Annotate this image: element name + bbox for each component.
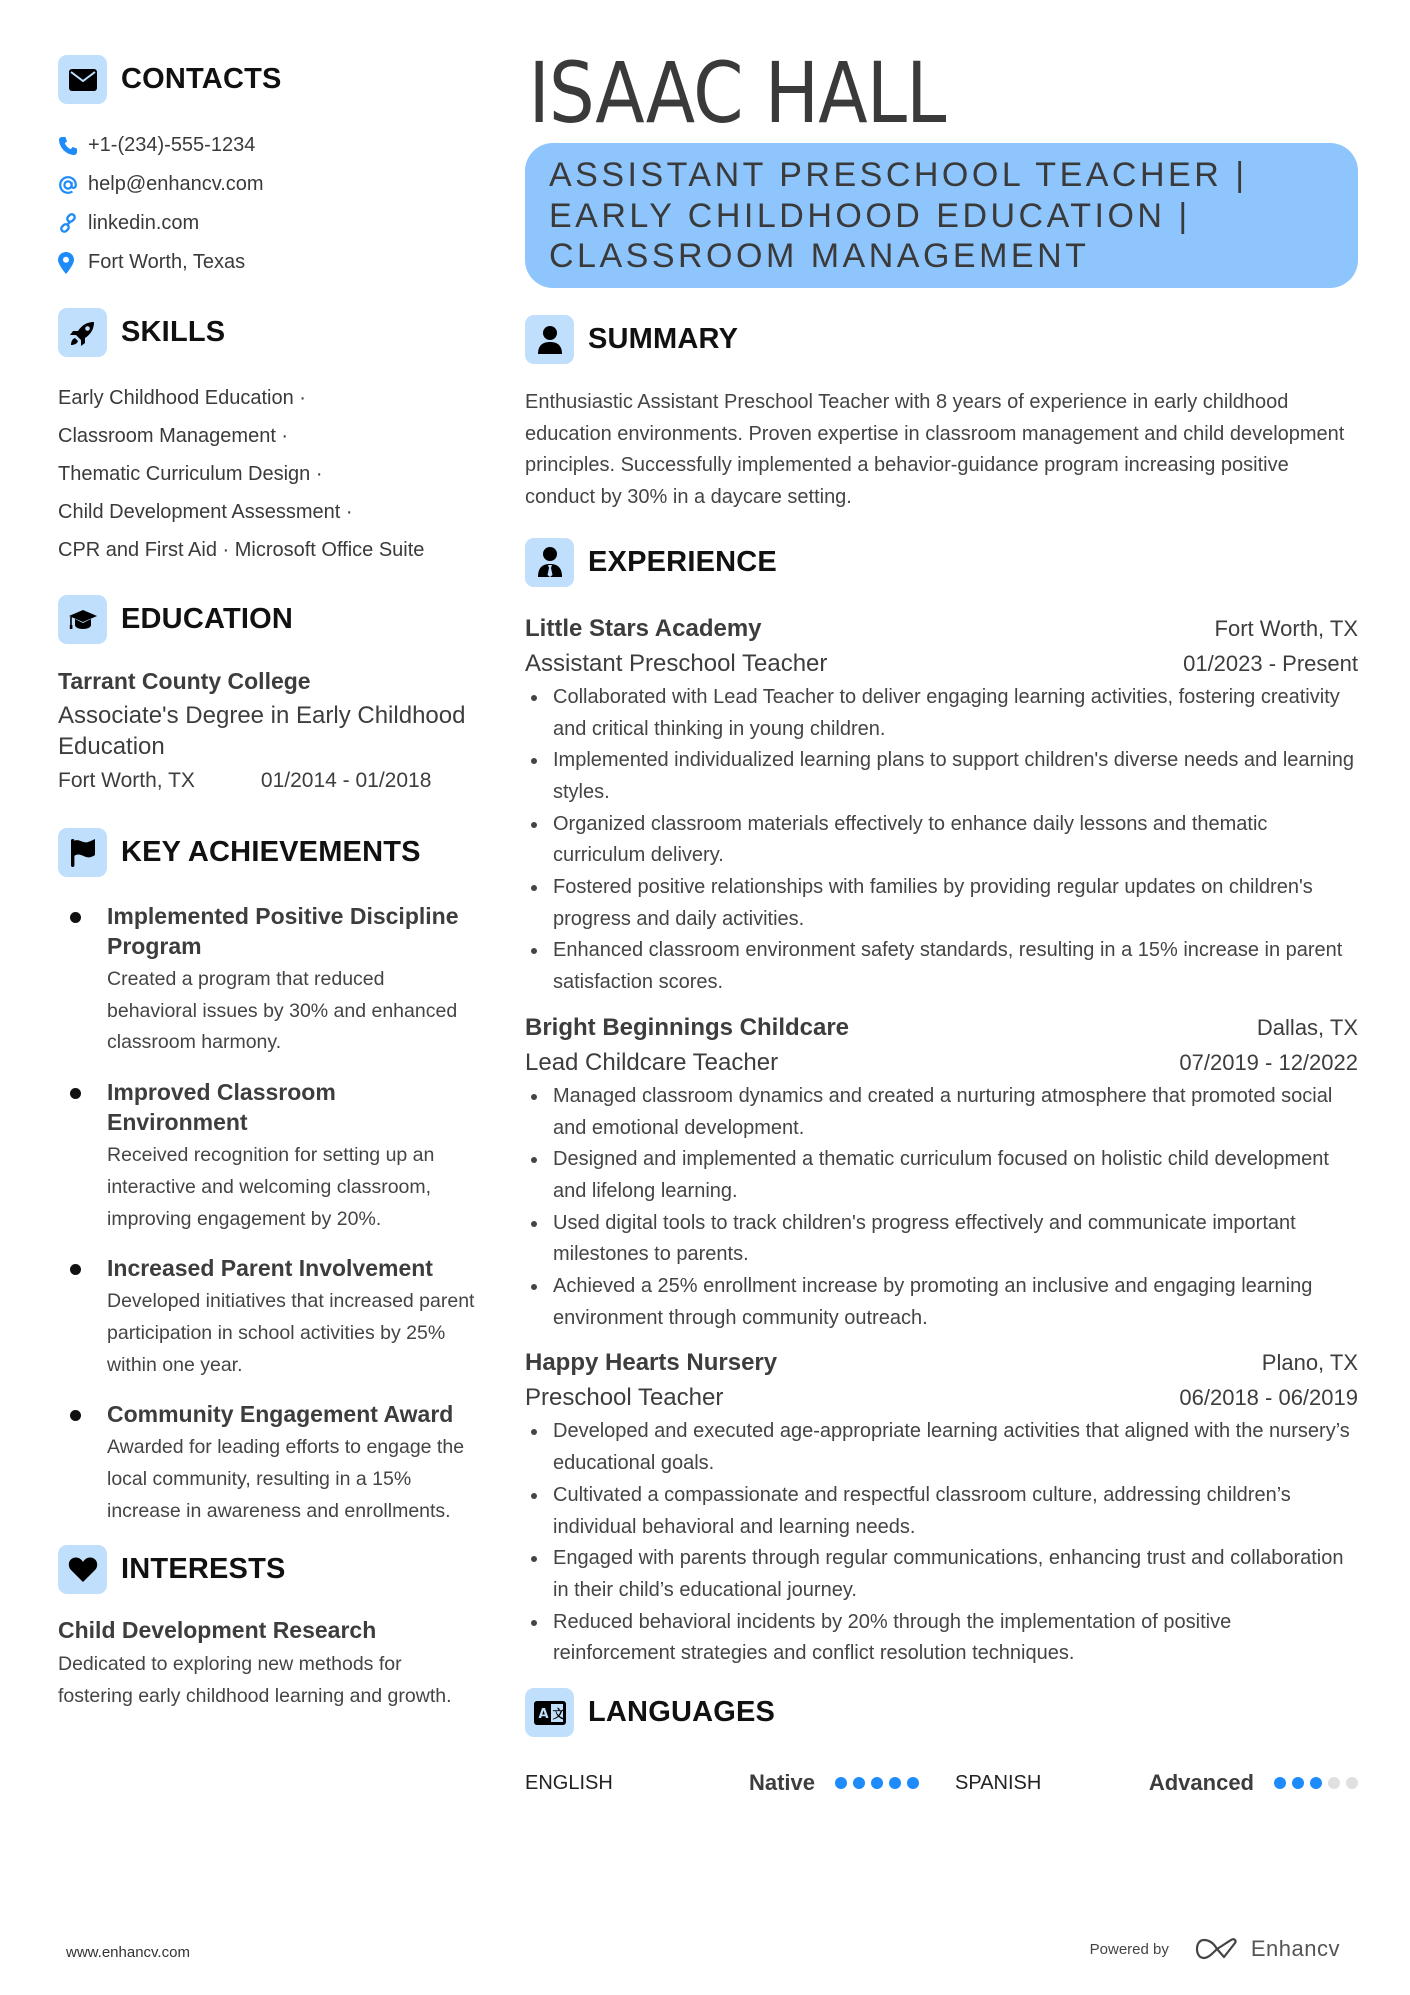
company-name: Happy Hearts Nursery xyxy=(525,1349,778,1377)
language-level: Advanced xyxy=(1148,1770,1254,1796)
location-pin-icon xyxy=(58,252,88,274)
bullet-text: Reduced behavioral incidents by 20% through the implementation of positive reinforcement strategies and conflict resolution techniques. xyxy=(553,1610,1232,1665)
job-role-row xyxy=(525,1045,1358,1081)
skill-line: Early Childhood Education · xyxy=(58,387,306,409)
job-bullet xyxy=(525,1607,1358,1670)
job-bullet xyxy=(525,1144,1358,1207)
empty-dot-icon xyxy=(1346,1777,1358,1789)
job-dates: 06/2018 - 06/2019 xyxy=(1179,1385,1358,1411)
job-bullet xyxy=(525,682,1358,745)
achievement-desc: Awarded for leading efforts to engage the local community, resulting in a 15% increase in awareness and enrollments. xyxy=(107,1436,465,1522)
contact-text: help@enhancv.com xyxy=(88,173,264,195)
contact-text: +1-(234)-555-1234 xyxy=(88,134,256,156)
bullet-text: Designed and implemented a thematic curriculum focused on holistic child development and lifelong learning. xyxy=(553,1148,1329,1202)
filled-dot-icon xyxy=(907,1777,919,1789)
infinity-heart-icon xyxy=(1195,1937,1241,1961)
experience-header xyxy=(525,538,1358,587)
bullet-icon xyxy=(531,1429,537,1435)
empty-dot-icon xyxy=(1328,1777,1340,1789)
company-name: Little Stars Academy xyxy=(525,614,762,642)
enhancv-logo[interactable] xyxy=(1195,1936,1340,1962)
achievement-title: Community Engagement Award xyxy=(107,1401,454,1428)
education-entry xyxy=(58,664,478,798)
job-bullet xyxy=(525,745,1358,808)
education-location: Fort Worth, TX xyxy=(58,769,195,792)
job-bullets xyxy=(525,1416,1358,1670)
contact-text: linkedin.com xyxy=(88,212,200,234)
interests-section xyxy=(58,1545,478,1712)
filled-dot-icon xyxy=(889,1777,901,1789)
achievements-header xyxy=(58,828,478,877)
education-header xyxy=(58,595,478,644)
bullet-icon xyxy=(531,1620,537,1626)
language-item xyxy=(525,1770,955,1796)
job-role: Lead Childcare Teacher xyxy=(525,1048,779,1076)
bullet-text: Used digital tools to track children's progress effectively and communicate important milestones to parents. xyxy=(553,1211,1296,1266)
bullet-text: Engaged with parents through regular communications, enhancing trust and collaboration in their child’s educational journey. xyxy=(553,1547,1344,1601)
bullet-icon xyxy=(531,1157,537,1163)
heart-icon xyxy=(58,1545,107,1594)
summary-header xyxy=(525,315,1358,364)
contacts-header xyxy=(58,55,478,104)
proficiency-dots xyxy=(1274,1777,1358,1789)
achievement-item xyxy=(58,1077,478,1235)
bullet-text: Cultivated a compassionate and respectful classroom culture, addressing children’s individual behavioral and learning needs. xyxy=(553,1483,1291,1538)
education-meta xyxy=(58,764,478,798)
bullet-icon xyxy=(531,1556,537,1562)
bullet-icon xyxy=(531,1094,537,1100)
job-dates: 07/2019 - 12/2022 xyxy=(1179,1049,1358,1075)
bullet-text: Enhanced classroom environment safety standards, resulting in a 15% increase in parent satisfaction scores. xyxy=(553,939,1343,994)
job-bullets xyxy=(525,682,1358,999)
experience-section xyxy=(525,538,1358,1670)
section-title: KEY ACHIEVEMENTS xyxy=(121,836,421,868)
job-bullet xyxy=(525,1081,1358,1144)
job-entry xyxy=(525,1346,1358,1670)
bullet-icon xyxy=(70,1088,81,1099)
language-level: Native xyxy=(748,1770,815,1796)
footer-website[interactable]: www.enhancv.com xyxy=(66,1944,190,1961)
bullet-text: Fostered positive relationships with families by providing regular updates on children's progress and daily activities. xyxy=(553,876,1313,930)
section-title: EXPERIENCE xyxy=(588,545,777,578)
language-name: ENGLISH xyxy=(525,1771,613,1794)
section-title: SUMMARY xyxy=(588,323,739,355)
job-bullet xyxy=(525,1271,1358,1334)
job-bullet xyxy=(525,872,1358,935)
footer-branding xyxy=(1090,1936,1340,1962)
skills-list xyxy=(58,379,478,569)
achievement-item xyxy=(58,1253,478,1381)
section-title: SKILLS xyxy=(121,316,226,348)
skill-line: Thematic Curriculum Design · xyxy=(58,463,323,485)
powered-by-label: Powered by xyxy=(1089,1940,1169,1958)
job-role: Preschool Teacher xyxy=(525,1384,724,1412)
translate-icon xyxy=(525,1688,574,1737)
summary-section xyxy=(525,315,1358,514)
at-icon xyxy=(58,175,88,195)
skill-line: CPR and First Aid · Microsoft Office Suite xyxy=(58,539,425,561)
bullet-text: Implemented individualized learning plans to support children's diverse needs and learning styles. xyxy=(553,749,1354,803)
phone-icon xyxy=(58,136,88,156)
achievement-title: Increased Parent Involvement xyxy=(107,1255,433,1282)
link-icon xyxy=(58,213,88,234)
languages-header xyxy=(525,1688,1358,1737)
summary-text: Enthusiastic Assistant Preschool Teacher with 8 years of experience in early childhood education environments. Proven expertise in classroom management and child development principles. Successfully implemented a behavior-guidance program increasing positive conduct by 30% in a daycare setting. xyxy=(525,391,1345,509)
section-title: CONTACTS xyxy=(121,63,282,95)
filled-dot-icon xyxy=(835,1777,847,1789)
bullet-icon xyxy=(531,822,537,828)
skill-line: Classroom Management · xyxy=(58,425,289,447)
contacts-section xyxy=(58,55,478,282)
contact-text: Fort Worth, Texas xyxy=(88,251,246,273)
job-bullet xyxy=(525,1208,1358,1271)
skill-line: Child Development Assessment · xyxy=(58,501,353,523)
filled-dot-icon xyxy=(1274,1777,1286,1789)
bullet-text: Developed and executed age-appropriate learning activities that aligned with the nursery’s educational goals. xyxy=(553,1420,1350,1475)
bullet-text: Collaborated with Lead Teacher to deliver engaging learning activities, fostering creativity and critical thinking in young children. xyxy=(553,685,1340,740)
school-name: Tarrant County College xyxy=(58,668,311,694)
skills-section xyxy=(58,308,478,569)
filled-dot-icon xyxy=(1310,1777,1322,1789)
education-section xyxy=(58,595,478,798)
headline-line: ASSISTANT PRESCHOOL TEACHER | xyxy=(549,156,1248,194)
job-entry xyxy=(525,1011,1358,1335)
job-header-row xyxy=(525,1011,1358,1045)
left-column xyxy=(58,55,478,1713)
job-bullets xyxy=(525,1081,1358,1335)
svg-text:文: 文 xyxy=(552,1706,565,1721)
bullet-icon xyxy=(531,1284,537,1290)
job-header-row xyxy=(525,612,1358,646)
headline-banner xyxy=(525,143,1358,288)
interests-header xyxy=(58,1545,478,1594)
achievement-item xyxy=(58,901,478,1059)
section-title: INTERESTS xyxy=(121,1553,286,1586)
right-column xyxy=(525,44,1358,1801)
candidate-name: ISAAC HALL xyxy=(528,44,946,142)
job-location: Fort Worth, TX xyxy=(1214,615,1358,641)
job-header-row xyxy=(525,1346,1358,1380)
bullet-text: Achieved a 25% enrollment increase by promoting an inclusive and engaging learning environment through community outreach. xyxy=(553,1275,1313,1329)
job-role: Assistant Preschool Teacher xyxy=(525,649,828,677)
bullet-icon xyxy=(531,758,537,764)
achievement-desc: Developed initiatives that increased parent participation in school activities by 25% within one year. xyxy=(107,1290,475,1376)
education-dates: 01/2014 - 01/2018 xyxy=(260,769,432,792)
job-location: Dallas, TX xyxy=(1256,1014,1358,1040)
rocket-icon xyxy=(58,308,107,357)
job-bullet xyxy=(525,809,1358,872)
headline-line: CLASSROOM MANAGEMENT xyxy=(549,237,1090,275)
job-bullet xyxy=(525,1416,1358,1479)
bullet-text: Organized classroom materials effectively to enhance daily lessons and thematic curriculum delivery. xyxy=(553,812,1268,867)
contact-list xyxy=(58,126,478,282)
filled-dot-icon xyxy=(871,1777,883,1789)
job-location: Plano, TX xyxy=(1261,1350,1358,1376)
achievement-desc: Created a program that reduced behavioral issues by 30% and enhanced classroom harmony. xyxy=(107,968,458,1054)
bullet-icon xyxy=(531,1221,537,1227)
achievement-title: Implemented Positive Discipline Program xyxy=(107,903,459,959)
bullet-icon xyxy=(531,948,537,954)
job-role-row xyxy=(525,646,1358,682)
language-name: SPANISH xyxy=(955,1771,1042,1794)
bullet-icon xyxy=(531,885,537,891)
achievement-list xyxy=(58,901,478,1527)
filled-dot-icon xyxy=(1292,1777,1304,1789)
contact-linkedin[interactable] xyxy=(58,204,478,243)
bullet-icon xyxy=(70,912,81,923)
job-dates: 01/2023 - Present xyxy=(1183,650,1358,676)
contact-location xyxy=(58,243,478,282)
interest-desc: Dedicated to exploring new methods for fostering early childhood learning and growth. xyxy=(58,1653,452,1708)
bullet-icon xyxy=(70,1410,81,1421)
language-item xyxy=(955,1770,1358,1796)
job-list xyxy=(525,612,1358,1670)
headline-line: EARLY CHILDHOOD EDUCATION | xyxy=(549,196,1191,235)
language-list xyxy=(525,1765,1358,1801)
envelope-icon xyxy=(58,55,107,104)
contact-phone[interactable] xyxy=(58,126,478,165)
graduation-cap-icon xyxy=(58,595,107,644)
section-title: LANGUAGES xyxy=(588,1696,776,1729)
job-role-row xyxy=(525,1380,1358,1416)
degree: Associate's Degree in Early Childhood Education xyxy=(58,702,466,760)
skills-header xyxy=(58,308,478,357)
user-icon xyxy=(525,315,574,364)
contact-email[interactable] xyxy=(58,165,478,204)
bullet-icon xyxy=(531,695,537,701)
section-title: EDUCATION xyxy=(121,603,294,635)
job-bullet xyxy=(525,1480,1358,1543)
job-bullet xyxy=(525,1543,1358,1606)
achievement-desc: Received recognition for setting up an interactive and welcoming classroom, improving engagement by 20%. xyxy=(107,1144,435,1230)
bullet-icon xyxy=(531,1493,537,1499)
proficiency-dots xyxy=(835,1777,919,1789)
languages-section xyxy=(525,1688,1358,1801)
user-tie-icon xyxy=(525,538,574,587)
bullet-icon xyxy=(70,1264,81,1275)
interest-title: Child Development Research xyxy=(58,1617,377,1644)
job-entry xyxy=(525,612,1358,999)
bullet-text: Managed classroom dynamics and created a nurturing atmosphere that promoted social and emotional development. xyxy=(553,1084,1333,1139)
job-bullet xyxy=(525,935,1358,998)
company-name: Bright Beginnings Childcare xyxy=(525,1013,850,1041)
flag-icon xyxy=(58,828,107,877)
achievement-item xyxy=(58,1399,478,1527)
achievement-title: Improved Classroom Environment xyxy=(107,1079,336,1136)
filled-dot-icon xyxy=(853,1777,865,1789)
brand-name: Enhancv xyxy=(1250,1936,1340,1961)
achievements-section xyxy=(58,828,478,1527)
svg-text:A: A xyxy=(538,1706,549,1722)
